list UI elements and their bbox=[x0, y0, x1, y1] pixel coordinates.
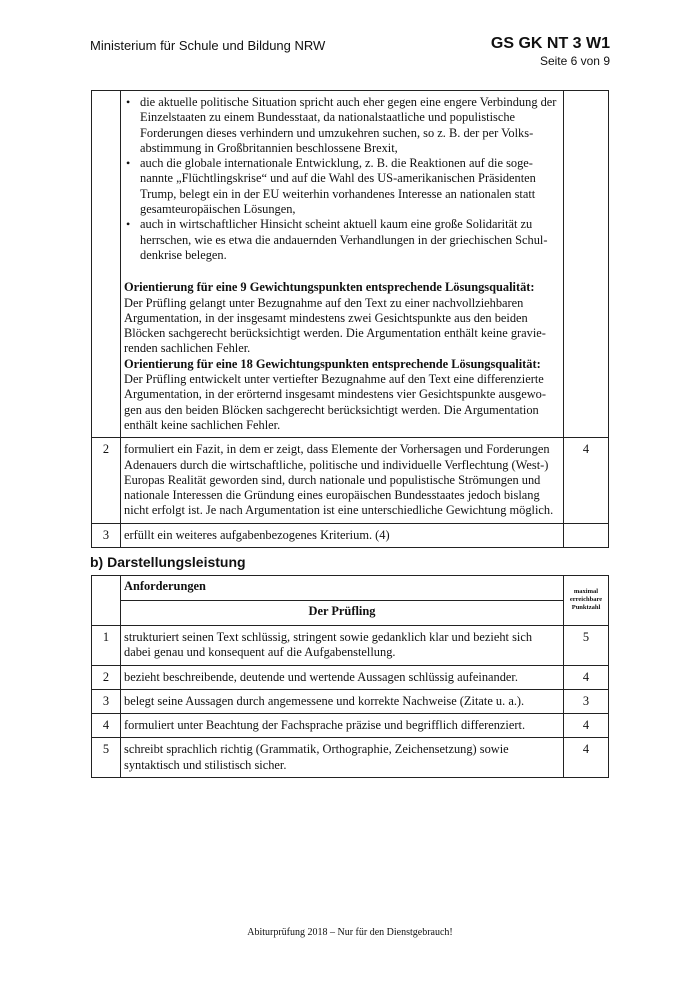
orientation-9-heading: Orientierung für eine 9 Gewichtungspunkten entsprechende Lösungsqualität: bbox=[124, 280, 535, 295]
page-number: Seite 6 von 9 bbox=[539, 54, 610, 68]
subject-header: Der Prüfling bbox=[121, 601, 564, 626]
row-text-cell: erfüllt ein weiteres aufgabenbezogenes Kriterium. (4) bbox=[121, 523, 564, 547]
ministry-name: Ministerium für Schule und Bildung NRW bbox=[90, 38, 326, 53]
table-row bbox=[92, 714, 609, 738]
points-cell: 4 bbox=[564, 438, 609, 523]
table-row bbox=[92, 438, 609, 523]
table-header-row bbox=[92, 601, 609, 626]
row-text-cell: belegt seine Aussagen durch angemessene und korrekte Nachweise (Zitate u. a.). bbox=[121, 689, 564, 713]
row-number-cell: 3 bbox=[92, 523, 121, 547]
points-cell: 4 bbox=[564, 714, 609, 738]
table-row bbox=[92, 626, 609, 666]
row-text-cell: schreibt sprachlich richtig (Grammatik, Orthographie, Zeichensetzung) sowie syntaktisch und stilistisch sicher. bbox=[121, 738, 564, 778]
points-cell bbox=[564, 91, 609, 438]
row-number-cell: 3 bbox=[92, 689, 121, 713]
argument-list bbox=[124, 95, 559, 263]
requirements-header: Anforderungen bbox=[121, 576, 564, 601]
presentation-criteria-table bbox=[91, 575, 609, 778]
row-text-cell: formuliert unter Beachtung der Fachsprache präzise und begrifflich differenziert. bbox=[121, 714, 564, 738]
orientation-18-text: Der Prüfling entwickelt unter vertiefter Bezugnahme auf den Text eine differenzierte Argumentation, in der erörternd insgesamt mindestens vier Gesichtspunkte ausgewo-gen aus den beiden Blöcken sachgerecht berücksichtigt werden. Die Argumentation enthält keine sachlichen Fehler. bbox=[124, 372, 546, 432]
table-row bbox=[92, 665, 609, 689]
list-item: • auch die globale internationale Entwicklung, z. B. die Reaktionen auf die soge-nannte „Flüchtlingskrise“ und auf die Wahl des US-amerikanischen Präsidenten Trump, belegt ein in der EU weiterhin vorhandenes Interesse an nationalen statt gesamteuropäischen Lösungen, bbox=[140, 156, 559, 217]
table-row bbox=[92, 523, 609, 547]
points-cell: 3 bbox=[564, 689, 609, 713]
row-text-cell: formuliert ein Fazit, in dem er zeigt, dass Elemente der Vorhersagen und Forderungen Adenauers durch die wirtschaftliche, politische und individuelle Verflechtung (West-) Europas Realität geworden sind, durch nationale und populistische Strömungen und nationale Interessen die Gründung eines europäischen Bundesstaates jedoch bislang nicht erfolgt ist. Je nach Argumentation ist eine unterschiedliche Gewichtung möglich. bbox=[121, 438, 564, 523]
list-item: • die aktuelle politische Situation spricht auch eher gegen eine engere Verbindung der Einzelstaaten zu einem Bundesstaat, da nationalstaatliche und populistische Forderungen dieses verhindern und umzukehren suchen, so z. B. der per Volks-abstimmung in Großbritannien beschlossene Brexit, bbox=[140, 95, 559, 156]
section-b-title: b) Darstellungsleistung bbox=[90, 554, 246, 570]
list-item: • auch in wirtschaftlicher Hinsicht scheint aktuell kaum eine große Solidarität zu herrschen, wie es etwa die andauernden Verhandlungen in der griechischen Schul-denkrise belegen. bbox=[140, 217, 559, 263]
row-number-cell: 5 bbox=[92, 738, 121, 778]
row-text-cell bbox=[121, 91, 564, 438]
row-text-cell: strukturiert seinen Text schlüssig, stringent sowie gedanklich klar und bezieht sich dabei genau und konsequent auf die Aufgabenstellung. bbox=[121, 626, 564, 666]
criteria-table-a bbox=[91, 90, 609, 548]
header-empty-cell bbox=[92, 576, 121, 626]
table-row bbox=[92, 91, 609, 438]
max-points-header: maximal erreichbare Punktzahl bbox=[564, 576, 609, 626]
row-number-cell: 2 bbox=[92, 438, 121, 523]
table-header-row bbox=[92, 576, 609, 601]
points-cell: 4 bbox=[564, 738, 609, 778]
row-text-cell: bezieht beschreibende, deutende und wertende Aussagen schlüssig aufeinander. bbox=[121, 665, 564, 689]
footer-note: Abiturprüfung 2018 – Nur für den Dienstgebrauch! bbox=[247, 927, 453, 938]
exam-code: GS GK NT 3 W1 bbox=[490, 35, 610, 52]
points-cell bbox=[564, 523, 609, 547]
row-number-cell: 1 bbox=[92, 626, 121, 666]
points-cell: 5 bbox=[564, 626, 609, 666]
row-number-cell: 2 bbox=[92, 665, 121, 689]
points-cell: 4 bbox=[564, 665, 609, 689]
table-row bbox=[92, 738, 609, 778]
table-row bbox=[92, 689, 609, 713]
row-number-cell bbox=[92, 91, 121, 438]
row-number-cell: 4 bbox=[92, 714, 121, 738]
orientation-9-text: Der Prüfling gelangt unter Bezugnahme auf den Text zu einer nachvollziehbaren Argumentation, in der insgesamt mindestens zwei Gesichtspunkte aus den beiden Blöcken sachgerecht berücksichtigt werden. Die Argumentation enthält keine gravie-renden sachlichen Fehler. bbox=[124, 295, 546, 356]
orientation-18-heading: Orientierung für eine 18 Gewichtungspunkten entsprechende Lösungsqualität: bbox=[124, 356, 541, 371]
